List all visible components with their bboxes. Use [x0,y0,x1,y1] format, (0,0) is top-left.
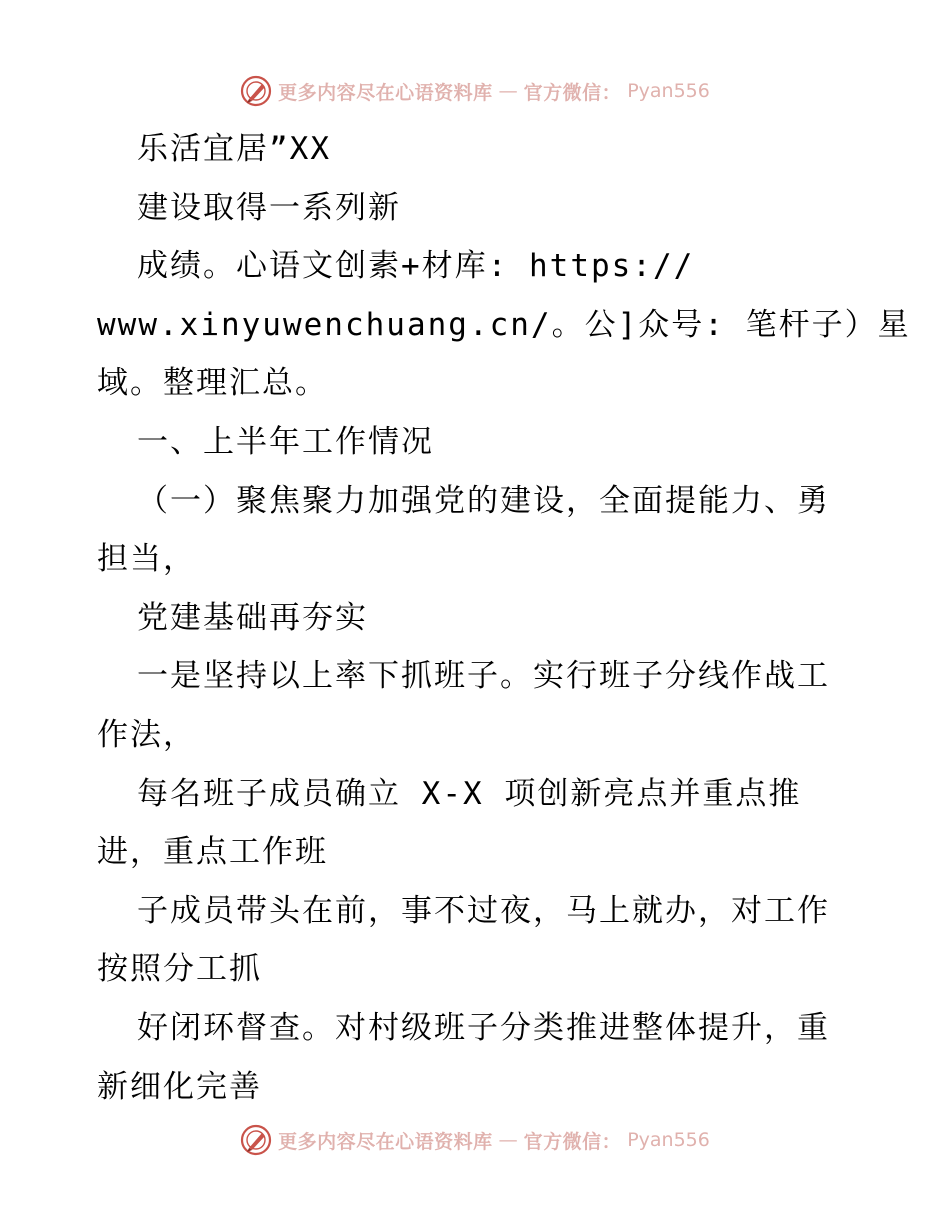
body-line: www.xinyuwenchuang.cn/。公]众号: 笔杆子）星 [97,306,911,343]
subsection-heading: （一）聚焦聚力加强党的建设，全面提能力、勇 [137,482,830,519]
watermark-wechat-id: Pyan556 [627,1129,710,1151]
watermark-separator: — [498,1129,518,1151]
watermark-wechat-label: 官方微信： [523,81,622,104]
watermark-main-text: 更多内容尽在心语资料库 [278,81,493,104]
footer-watermark [0,1120,950,1160]
pen-logo-icon [240,1124,272,1156]
body-line: 子成员带头在前，事不过夜，马上就办，对工作 [137,892,830,929]
body-line: 一是坚持以上率下抓班子。实行班子分线作战工 [137,658,830,695]
pen-logo-icon [240,75,272,107]
body-line: 进，重点工作班 [97,834,328,871]
header-watermark [0,71,950,111]
body-line: 好闭环督查。对村级班子分类推进整体提升，重 [137,1009,830,1046]
body-line: 域。整理汇总。 [97,365,328,402]
body-line: 每名班子成员确立 X-X 项创新亮点并重点推 [137,775,802,812]
watermark-separator: — [498,80,518,102]
body-line: 党建基础再夯实 [137,599,368,636]
body-line: 按照分工抓 [97,951,262,988]
body-line: 成绩。心语文创素+材库: https:// [137,248,695,285]
watermark-wechat-label: 官方微信： [523,1130,622,1153]
watermark-wechat-id: Pyan556 [627,80,710,102]
body-line: 作法， [97,716,196,753]
body-line: 新细化完善 [97,1068,262,1105]
document-body [97,120,911,1116]
body-line: 担当， [97,541,196,578]
watermark-main-text: 更多内容尽在心语资料库 [278,1130,493,1153]
section-heading: 一、上半年工作情况 [137,423,434,460]
body-line: 建设取得一系列新 [137,189,401,226]
body-line: 乐活宜居”XX [137,131,331,167]
